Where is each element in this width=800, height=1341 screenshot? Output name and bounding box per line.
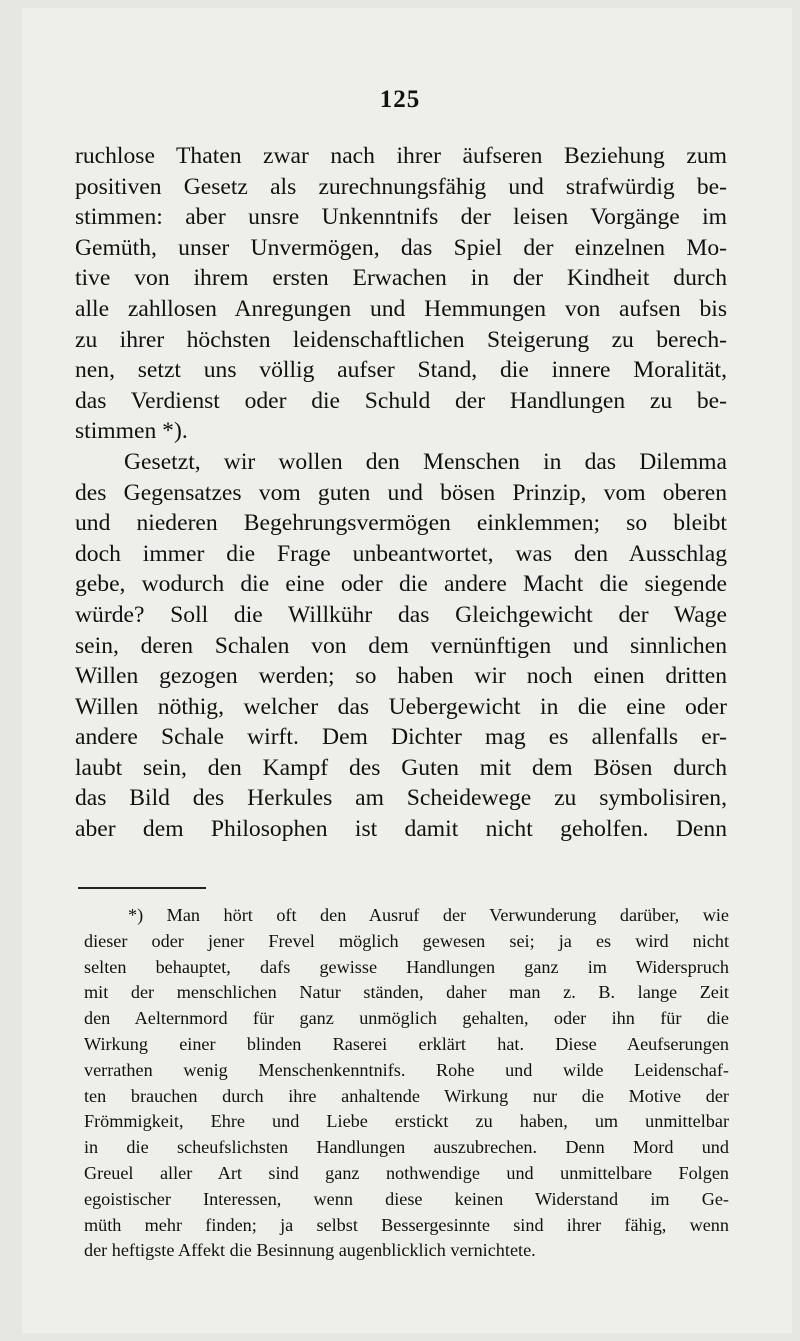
text-line: zu ihrer höchsten leidenschaftlichen Steigerung zu berech- [75,326,727,353]
text-line: das Bild des Herkules am Scheidewege zu symbolisiren, [75,785,727,812]
text-line: sein, deren Schalen von dem vernünftigen und sinnlichen [75,632,727,659]
text-line: laubt sein, den Kampf des Guten mit dem Bösen durch [75,754,727,781]
page-number: 125 [379,86,421,113]
footnote-line: mit der menschlichen Natur ständen, daher man z. B. lange Zeit [84,982,729,1003]
text-line: stimmen: aber unsre Unkenntnifs der leisen Vorgänge im [75,204,727,231]
main-text [75,141,727,845]
footnote-line: der heftigste Affekt die Besinnung augenblicklich vernichtete. [84,1240,536,1261]
footnote-line: in die scheufslichsten Handlungen auszubrechen. Denn Mord und [84,1137,729,1158]
text-line: Gemüth, unser Unvermögen, das Spiel der einzelnen Mo- [75,234,727,261]
text-line: tive von ihrem ersten Erwachen in der Kindheit durch [75,265,727,292]
footnote-line: *) Man hört oft den Ausruf der Verwunderung darüber, wie [128,905,729,925]
text-line: alle zahllosen Anregungen und Hemmungen von aufsen bis [75,295,727,322]
text-line: Willen gezogen werden; so haben wir noch einen dritten [75,663,727,690]
footnote [84,903,729,1264]
text-line: positiven Gesetz als zurechnungsfähig und strafwürdig be- [75,173,727,200]
footnote-line: verrathen wenig Menschenkenntnifs. Rohe und wilde Leidenschaf- [84,1059,729,1080]
text-line: aber dem Philosophen ist damit nicht geholfen. Denn [75,816,727,843]
footnote-line: Wirkung einer blinden Raserei erklärt hat. Diese Aeufserungen [84,1033,729,1054]
footnote-line: selten behauptet, dafs gewisse Handlungen ganz im Widerspruch [84,956,729,977]
text-line: stimmen *). [75,418,188,445]
footnote-line: Frömmigkeit, Ehre und Liebe erstickt zu haben, um unmittelbar [84,1111,729,1132]
text-line: gebe, wodurch die eine oder die andere Macht die siegende [75,571,727,598]
text-line: Gesetzt, wir wollen den Menschen in das Dilemma [124,448,727,475]
footnote-line: dieser oder jener Frevel möglich gewesen sei; ja es wird nicht [84,930,729,951]
footnote-line: Greuel aller Art sind ganz nothwendige und unmittelbare Folgen [84,1162,729,1183]
text-line: ruchlose Thaten zwar nach ihrer äufseren Beziehung zum [75,143,727,169]
text-line: würde? Soll die Willkühr das Gleichgewicht der Wage [75,601,727,628]
footnote-divider [78,887,206,889]
footnote-line: den Aelternmord für ganz unmöglich gehalten, oder ihn für die [84,1008,729,1029]
footnote-line: egoistischer Interessen, wenn diese keinen Widerstand im Ge- [84,1188,729,1209]
text-line: andere Schale wirft. Dem Dichter mag es allenfalls er- [75,724,727,751]
text-line: doch immer die Frage unbeantwortet, was den Ausschlag [75,540,727,567]
text-line: des Gegensatzes vom guten und bösen Prinzip, vom oberen [75,479,727,506]
text-line: Willen nöthig, welcher das Uebergewicht in die eine oder [75,693,727,720]
text-line: und niederen Begehrungsvermögen einklemmen; so bleibt [75,510,727,537]
text-line: nen, setzt uns völlig aufser Stand, die innere Moralität, [75,357,727,384]
footnote-line: ten brauchen durch ihre anhaltende Wirkung nur die Motive der [84,1085,729,1106]
footnote-line: müth mehr finden; ja selbst Bessergesinnte sind ihrer fähig, wenn [84,1214,729,1235]
text-line: das Verdienst oder die Schuld der Handlungen zu be- [75,387,727,414]
